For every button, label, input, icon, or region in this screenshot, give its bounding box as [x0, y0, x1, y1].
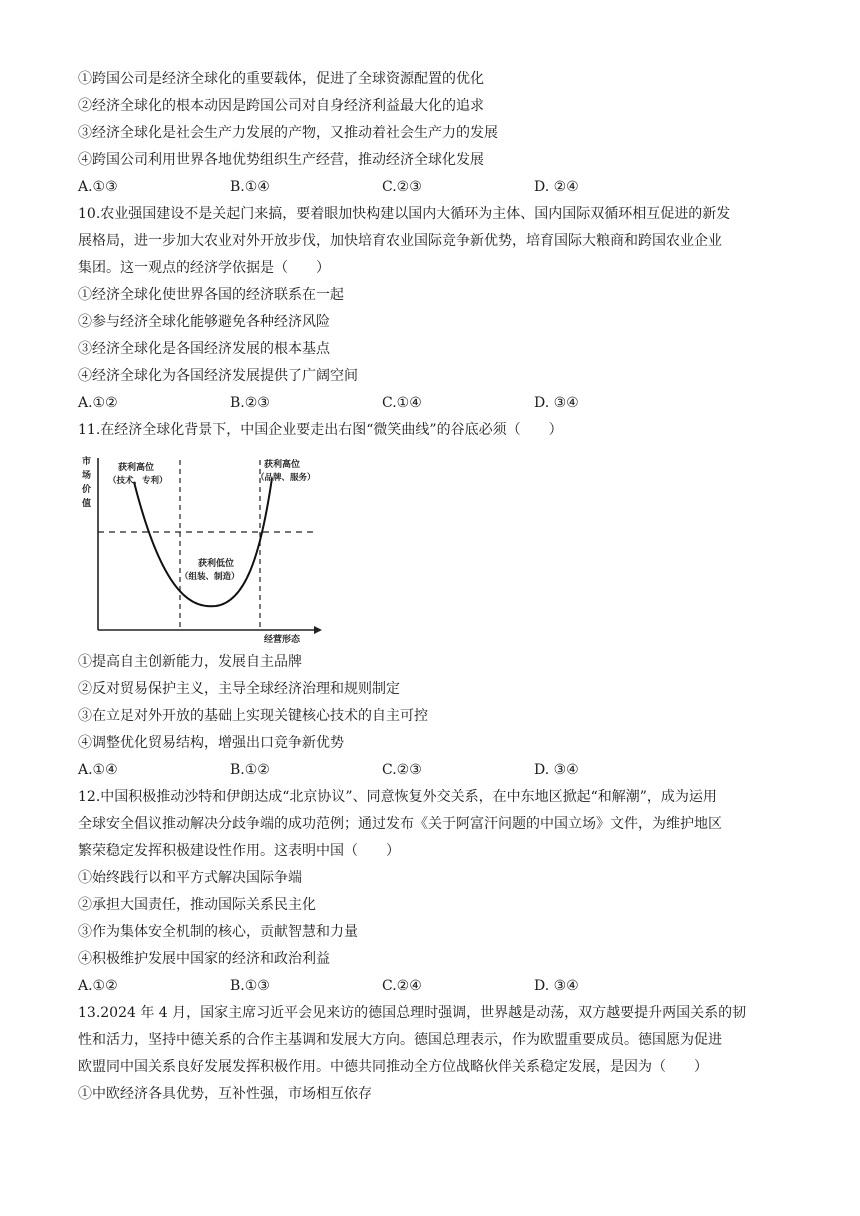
q11-stem: 11.在经济全球化背景下，中国企业要走出右图“微笑曲线”的谷底必须（ ）	[78, 422, 563, 438]
q11-item-2: ②反对贸易保护主义，主导全球经济治理和规则制定	[78, 681, 400, 697]
q11-option-b: B.①②	[230, 762, 270, 778]
x-axis-label: 经营形态	[264, 635, 301, 645]
right-high-sublabel: （品牌、服务）	[256, 473, 316, 483]
q10-stem-line-3: 集团。这一观点的经济学依据是（ ）	[78, 260, 330, 276]
q11-option-d: D. ③④	[534, 762, 579, 778]
q12-options	[78, 977, 778, 995]
q10-item-1: ①经济全球化使世界各国的经济联系在一起	[78, 287, 344, 303]
q9-item-4: ④跨国公司利用世界各地优势组织生产经营，推动经济全球化发展	[78, 152, 484, 168]
q11-item-4: ④调整优化贸易结构，增强出口竞争新优势	[78, 735, 344, 751]
q9-item-1: ①跨国公司是经济全球化的重要载体，促进了全球资源配置的优化	[78, 71, 484, 87]
smile-curve	[134, 478, 272, 606]
q12-option-a: A.①②	[78, 978, 118, 994]
q10-item-2: ②参与经济全球化能够避免各种经济风险	[78, 314, 330, 330]
q9-options	[78, 178, 778, 196]
q12-stem-line-1: 12.中国积极推动沙特和伊朗达成“北京协议”、同意恢复外交关系，在中东地区掀起“和解潮”，成为运用	[78, 789, 717, 805]
q12-item-4: ④积极维护发展中国家的经济和政治利益	[78, 951, 330, 967]
q11-option-a: A.①④	[78, 762, 118, 778]
q12-stem-line-3: 繁荣稳定发挥积极建设性作用。这表明中国（ ）	[78, 843, 400, 859]
q10-item-4: ④经济全球化为各国经济发展提供了广阔空间	[78, 368, 358, 384]
q10-stem-line-1: 10.农业强国建设不是关起门来搞，要着眼加快构建以国内大循环为主体、国内国际双循环相互促进的新发	[78, 206, 731, 222]
smile-curve-diagram	[76, 450, 322, 646]
q13-stem-line-1: 13.2024 年 4 月，国家主席习近平会见来访的德国总理时强调，世界越是动荡，双方越要提升两国关系的韧	[78, 1005, 747, 1021]
q10-stem-line-2: 展格局，进一步加大农业对外开放步伐，加快培育农业国际竞争新优势，培育国际大粮商和跨国农业企业	[78, 233, 722, 249]
q9-item-2: ②经济全球化的根本动因是跨国公司对自身经济利益最大化的追求	[78, 98, 484, 114]
q12-stem-line-2: 全球安全倡议推动解决分歧争端的成功范例；通过发布《关于阿富汗问题的中国立场》文件，为维护地区	[78, 816, 722, 832]
y-axis-label-char-1: 市	[82, 457, 92, 467]
q9-option-d: D. ②④	[534, 179, 579, 195]
q11-options	[78, 761, 778, 779]
q12-option-d: D. ③④	[534, 978, 579, 994]
q10-option-c: C.①④	[382, 395, 422, 411]
q12-item-2: ②承担大国责任，推动国际关系民主化	[78, 897, 316, 913]
low-point-label: 获利低位	[198, 559, 235, 569]
q9-option-c: C.②③	[382, 179, 422, 195]
y-axis-label-char-2: 场	[82, 471, 92, 481]
q12-option-b: B.①③	[230, 978, 270, 994]
y-axis-label-char-3: 价	[82, 485, 92, 495]
q10-option-b: B.②③	[230, 395, 270, 411]
q11-item-1: ①提高自主创新能力，发展自主品牌	[78, 654, 302, 670]
q9-option-a: A.①③	[78, 179, 118, 195]
q11-item-3: ③在立足对外开放的基础上实现关键核心技术的自主可控	[78, 708, 428, 724]
q11-option-c: C.②③	[382, 762, 422, 778]
y-axis-label-char-4: 值	[82, 499, 92, 509]
q12-item-1: ①始终践行以和平方式解决国际争端	[78, 870, 302, 886]
q10-option-d: D. ③④	[534, 395, 579, 411]
q10-item-3: ③经济全球化是各国经济发展的根本基点	[78, 341, 330, 357]
left-high-label: 获利高位	[118, 463, 155, 473]
q10-option-a: A.①②	[78, 395, 118, 411]
q9-item-3: ③经济全球化是社会生产力发展的产物，又推动着社会生产力的发展	[78, 125, 498, 141]
q12-item-3: ③作为集体安全机制的核心，贡献智慧和力量	[78, 924, 358, 940]
x-axis-arrow	[314, 626, 322, 634]
low-point-sublabel: （组装、制造）	[180, 572, 240, 582]
q13-item-1: ①中欧经济各具优势，互补性强，市场相互依存	[78, 1086, 372, 1102]
q13-stem-line-2: 性和活力，坚持中德关系的合作主基调和发展大方向。德国总理表示，作为欧盟重要成员。德国愿为促进	[78, 1032, 722, 1048]
q12-option-c: C.②④	[382, 978, 422, 994]
right-high-label: 获利高位	[264, 460, 301, 470]
q13-stem-line-3: 欧盟同中国关系良好发展发挥积极作用。中德共同推动全方位战略伙伴关系稳定发展，是因为（ ）	[78, 1059, 708, 1075]
q10-options	[78, 394, 778, 412]
q9-option-b: B.①④	[230, 179, 270, 195]
left-high-sublabel: （技术、专利）	[108, 476, 168, 486]
